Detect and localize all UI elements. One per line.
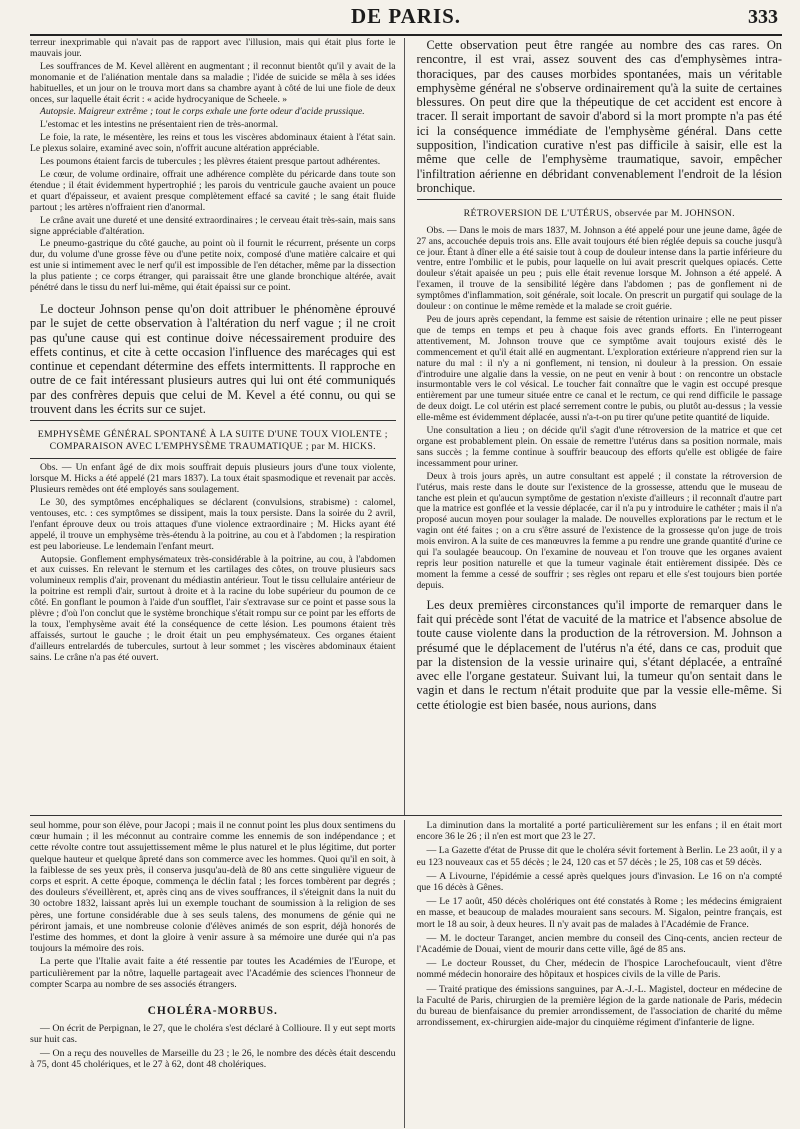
paragraph: Une consultation a lieu ; on décide qu'il s'agit d'une rétroversion de la matrice et que cet organe est probablement plein. On essaie de remettre l'utérus dans sa position normale, mais sans succès ; la femme continue à souffrir beaucoup des efforts qu'elle est obligée de faire incessamment pour uriner.	[416, 425, 782, 469]
page-header	[30, 4, 782, 36]
paragraph: — On a reçu des nouvelles de Marseille du 23 ; le 26, le nombre des décès était descendu à 75, dont 45 cholériques, et le 27 à 62, dont 48 cholériques.	[30, 1047, 396, 1070]
upper-section	[30, 36, 782, 816]
paragraph: Obs. — Un enfant âgé de dix mois souffrait depuis plusieurs jours d'une toux violente, lorsque M. Hicks a été appelé (21 mars 1837). La toux était spasmodique et revenait par accès. Plusieurs remèdes ont été employés sans soulagement.	[30, 462, 396, 496]
news-item: — Le 17 août, 450 décès cholériques ont été constatés à Rome ; les médecins émigraient en masse, et beaucoup de malades mouraient sans secours. M. Sigalon, peintre français, est mort le 18 au soir, à deux heures. Il n'y avait pas de malades à l'Académie de France.	[416, 896, 782, 930]
page-number: 333	[748, 6, 778, 28]
paragraph: Les poumons étaient farcis de tubercules ; les plèvres étaient presque partout adhérentes.	[40, 156, 381, 168]
news-item: — M. le docteur Taranget, ancien membre du conseil des Cinq-cents, ancien recteur de l'Académie de Douai, vient de mourir dans cette ville, âgé de 85 ans.	[416, 932, 782, 956]
paragraph: Les souffrances de M. Kevel allèrent en augmentant ; il reconnut bientôt qu'il y avait de la monomanie et de l'aliénation mentale dans sa maladie ; l'idée de suicide se mêla à ses idées habituelles, et un jour on le trouva mort dans sa chambre ayant à côté de lui une fiole de deux onces, sur laquelle était écrit : « acide hydrocyanique de Scheele. »	[30, 60, 396, 105]
section-heading-emphysema: EMPHYSÈME GÉNÉRAL SPONTANÉ À LA SUITE D'UNE TOUX VIOLENTE ; COMPARAISON AVEC L'EMPHYSÈME TRAUMATIQUE ; par M. HICKS.	[37, 429, 388, 452]
emphysema-commentary: Cette observation peut être rangée au nombre des cas rares. On rencontre, il est vrai, assez souvent des cas d'emphysèmes intra-thoraciques, par des causes morbides spontanées, mais un véritable emphysème général ne s'observe ordinairement qu'à la suite de certaines blessures. On peut dire que la thépeutique de cet accident est encore à tracer. Il serait important de savoir d'abord si la mort prompte n'a pas été ici la conséquence immédiate de l'emphysème général. Dans cette supposition, l'indication curative n'est pas difficile à saisir, elle est la même que celle de l'emphysème traumatique, savoir, empêcher l'infiltration aérienne en débridant convenablement l'endroit de la lésion bronchique.	[416, 38, 782, 195]
paragraph: Le cœur, de volume ordinaire, offrait une adhérence complète du péricarde dans toute son étendue ; il était évidemment hypertrophié ; les parois du ventricule gauche avaient un pouce et quart d'épaisseur, et avaient presque complètement effacé sa cavité ; le sang était fluide partout ; les artères n'offraient rien d'anormal.	[30, 168, 396, 213]
paragraph: Le pneumo-gastrique du côté gauche, au point où il fournit le récurrent, présente un corps dur, du volume d'une grosse fève ou d'une petite noix, composé d'une matière calcaire et qui est unie si intimement avec le nerf qu'il est impossible de l'en détacher, même par la dissection la plus patiente ; ce corps étranger, qui paraissait être une glande bronchique altérée, avait pénétré dans le tissu du nerf lui-même, qui était épaissi sur ce point.	[30, 238, 396, 294]
right-column	[417, 38, 783, 815]
news-item: La diminution dans la mortalité a porté particulièrement sur les enfans ; il en était mort encore 36 le 26 ; il n'en est mort que 23 le 27.	[416, 820, 782, 843]
news-item: — La Gazette d'état de Prusse dit que le choléra sévit fortement à Berlin. Le 23 août, il y a eu 123 nouveaux cas et 55 décès ; le 24, 120 cas et 57 décès ; le 25, 108 cas et 59 décès.	[416, 845, 782, 868]
case-kevel-text	[30, 38, 396, 294]
section-heading-cholera: CHOLÉRA-MORBUS.	[147, 1005, 278, 1018]
paragraph: Peu de jours après cependant, la femme est saisie de rétention urinaire ; elle ne peut pisser que de temps en temps et peu à chaque fois avec grands efforts. En l'interrogeant attentivement, M. Johnson trouve que ce symptôme avait toujours existé dès le commencement et qu'il était allé en augmentant. L'exploration extérieure n'apprend rien sur la nature du mal : il n'y a ni gonflement, ni tension, ni douleur à la pression. On essaie d'introduire une algalie dans la vessie, on ne peut en venir à bout : on rencontre un obstacle insurmontable vers le col vésical. Le toucher fait connaître que le vagin est occupé presque entièrement par une tumeur située entre ce canal et le rectum, ce qui rend difficile le passage de deux doigt. Le col utérin est placé serrement contre le pubis, ou plutôt au-dessus ; la vessie elle-même est évidemment déplacée, aussi n'a-t-on pu tirer qu'une petite quantité de liquide.	[416, 314, 782, 424]
divider	[417, 199, 783, 200]
divider	[30, 458, 396, 459]
paragraph: Le 30, des symptômes encéphaliques se déclarent (convulsions, strabisme) : calomel, ventouses, etc. : ces symptômes se dissipent, mais la toux persiste. Dans la soirée du 2 avril, l'enfant éprouve deux ou trois attaques d'une violence extraordinaire ; M. Hicks ayant été appelé, il trouve un emphysème très-étendu à la poitrine, au cou et à l'abdomen ; la respiration est peu laborieuse. Le lendemain l'enfant meurt.	[30, 497, 396, 552]
news-item: — Le docteur Rousset, du Cher, médecin de l'hospice Larochefoucault, vient d'être nommé médecin honoraire des hôpitaux et hospices civils de la ville de Paris.	[416, 958, 782, 981]
paragraph: Deux à trois jours après, un autre consultant est appelé ; il constate la rétroversion de l'utérus, mais reste dans le doute sur l'existence de la grossesse, attendu que le museau de tanche est plein et qu'aucun symptôme de gestation n'existe d'ailleurs ; il reconnaît d'autre part que la matrice est gonflée et la vessie déplacée, car il n'a pu y introduire le cathéter ; mais il n'a proposé aucun moyen pour soulager la malade. De nouvelles explorations par le rectum et le vagin ont été faites ; on a cru s'être assuré de l'existence de la grossesse qu'on juge de trois mois environ. A la suite de ces manœuvres la femme a pu rendre une grande quantité d'urine ce qui l'a soulagée beaucoup. On l'examine de nouveau et l'on trouve que les organes avaient repris leur position naturelle et que la tumeur vaginale était entièrement dissipée. Dès ce moment la femme a cessé de souffrir ; ses règles ont reparu et elle s'est toujours bien portée depuis.	[416, 470, 782, 591]
paragraph: terreur inexprimable qui n'avait pas de rapport avec l'illusion, mais qui était plus forte le mauvais jour.	[30, 38, 396, 59]
bottom-right-column	[417, 820, 783, 1128]
bottom-left-column	[30, 820, 405, 1128]
divider	[30, 420, 396, 421]
retroversion-commentary: Les deux premières circonstances qu'il importe de remarquer dans le fait qui précède sont l'état de vacuité de la matrice et l'absence absolue de toute cause violente dans la production de la rétroversion. M. Johnson a présumé que le déplacement de l'utérus n'a été, dans ce cas, produit que par la distension de la vessie urinaire qui, s'étant déplacée, a entraîné avec elle l'organe gestateur. Suivant lui, la tumeur qu'on sentait dans le vagin et dans le rectum n'était produite que par la vessie elle-même. Si cette étiologie est bien basée, nous aurions, dans	[416, 597, 782, 712]
paragraph: L'estomac et les intestins ne présentaient rien de très-anormal.	[40, 119, 279, 131]
page-title: DE PARIS.	[350, 4, 462, 28]
paragraph: Obs. — Dans le mois de mars 1837, M. Johnson a été appelé pour une jeune dame, âgée de 27 ans, accouchée depuis trois ans. Elle avait toujours été bien réglée depuis sa couche jusqu'à ce jour. Étant à dîner elle a été saisie tout à coup de douleur intense dans la partie inférieure du ventre, entre l'ombilic et le pubis, pour laquelle on lui avait prescrit quelques opiacés. Cette douleur s'était apaisée un peu ; puis elle était revenue lorsque M. Johnson a été appelé. A l'examen, il trouve de la sensibilité légère dans l'abdomen ; pas de gonflement ni de symptômes d'inflammation, soit générale, soit locale. On prescrit un purgatif qui soulage de la douleur : on continue le même remède et la malade se croit guérie.	[416, 224, 782, 313]
news-item: — Traité pratique des émissions sanguines, par A.-J.-L. Magistel, docteur en médecine de la Faculté de Paris, chirurgien de la première légion de la garde nationale de Paris, médecin du bureau de bienfaisance du premier arrondissement, de l'association de charité du même arrondissement, ex-chirurgien aide-major du cinquième régiment d'infanterie de ligne.	[416, 983, 782, 1029]
paragraph: Autopsie. Maigreur extrême ; tout le corps exhale une forte odeur d'acide prussique.	[40, 106, 365, 118]
left-column	[30, 38, 405, 815]
news-item: — A Livourne, l'épidémie a cessé après quelques jours d'invasion. Le 16 on n'a compté que 16 décès à Gênes.	[416, 870, 782, 894]
section-heading-retroversion: RÉTROVERSION DE L'UTÉRUS, observée par M. JOHNSON.	[463, 208, 735, 220]
paragraph: Le foie, la rate, le mésentère, les reins et tous les viscères abdominaux étaient à l'état sain. Le plexus solaire, examiné avec soin, n'offrit aucune altération appréciable.	[30, 132, 396, 155]
paragraph: La perte que l'Italie avait faite a été ressentie par toutes les Académies de l'Europe, et particulièrement par la nôtre, laquelle partageait avec l'Académie des sciences l'honneur de compter Scarpa au nombre de ses associés étrangers.	[30, 956, 396, 990]
paragraph: Autopsie. Gonflement emphysémateux très-considérable à la poitrine, au cou, à l'abdomen et aux cuisses. En relevant le sternum et les cartilages des côtes, on trouve plusieurs sacs volumineux remplis d'air, provenant du médiastin antérieur. Tout le tissu cellulaire antérieur de la poitrine est rempli d'air, surtout à droite et à la racine du lobe supérieur du poumon de ce côté. En gonflant le poumon à l'aide d'un soufflet, l'air s'extravase sur ce point et passe sous la plèvre ; d'où l'on conclut que le système bronchique s'était rompu sur ce point par les efforts de la toux, l'emphysème avait été la conséquence de cette lésion. Les poumons étaient très affaissés, surtout le gauche ; le droit était un peu emphysémateux. Ces organes étaient d'ailleurs entrelardés de tubercules, surtout à leur sommet ; les viscères abdominaux étaient sains. Le crâne n'a pas été ouvert.	[30, 553, 396, 663]
commentary-paragraph: Le docteur Johnson pense qu'on doit attribuer le phénomène éprouvé par le sujet de cette observation à l'altération du nerf vague ; il ne croit pas qu'une cause qui est continue doive nécessairement produire des effets continus, et cite à cette occasion l'influence des marécages qui est continue et cependant détermine des effets intermittents. Il rapproche en outre de ce fait intéressant plusieurs autres qui lui ont été communiqués par des confrères depuis que celui de M. Kevel a été connu, ou qui se trouvent dans les écrits sur ce sujet.	[30, 301, 396, 417]
paragraph: seul homme, pour son élève, pour Jacopi ; mais il ne connut point les plus doux sentimens du cœur humain ; il les méconnut au contraire comme les ennemis de son indépendance ; et cette révolte contre tout assujettissement même le plus naturel et le plus légitime, dut porter quelque hauteur et quelque âpreté dans son commerce avec les hommes. Quoi qu'il en soit, à la faiblesse de ses yeux près, il conserva jusqu'au-delà de 80 ans cette singulière vigueur de corps et esprit. A cette époque, commença le déclin fatal ; les forces tombèrent par degrés ; des douleurs s'éveillèrent, et, après cinq ans de vives souffrances, il s'éteignit dans la nuit du 30 octobre 1832, laissant après lui un exemple touchant de soumission à la religion de ses pères, une fortune considérable due à ses seuls talens, des monumens de génie qui ne périront jamais, et une nombreuse colonie d'élèves animés de son esprit, déjà honorés de l'estime des hommes, et dont la gloire à venir assure à sa mémoire une durée qui n'a pas toujours la mémoire des rois.	[30, 820, 396, 955]
case-hicks-text	[30, 463, 396, 663]
case-johnson-text	[417, 226, 783, 592]
lower-section	[30, 816, 782, 1128]
paragraph: — On écrit de Perpignan, le 27, que le choléra s'est déclaré à Collioure. Il y eut sept morts sur huit cas.	[30, 1023, 396, 1046]
paragraph: Le crâne avait une dureté et une densité extraordinaires ; le cerveau était très-sain, mais sans signe appréciable d'altération.	[30, 214, 396, 237]
